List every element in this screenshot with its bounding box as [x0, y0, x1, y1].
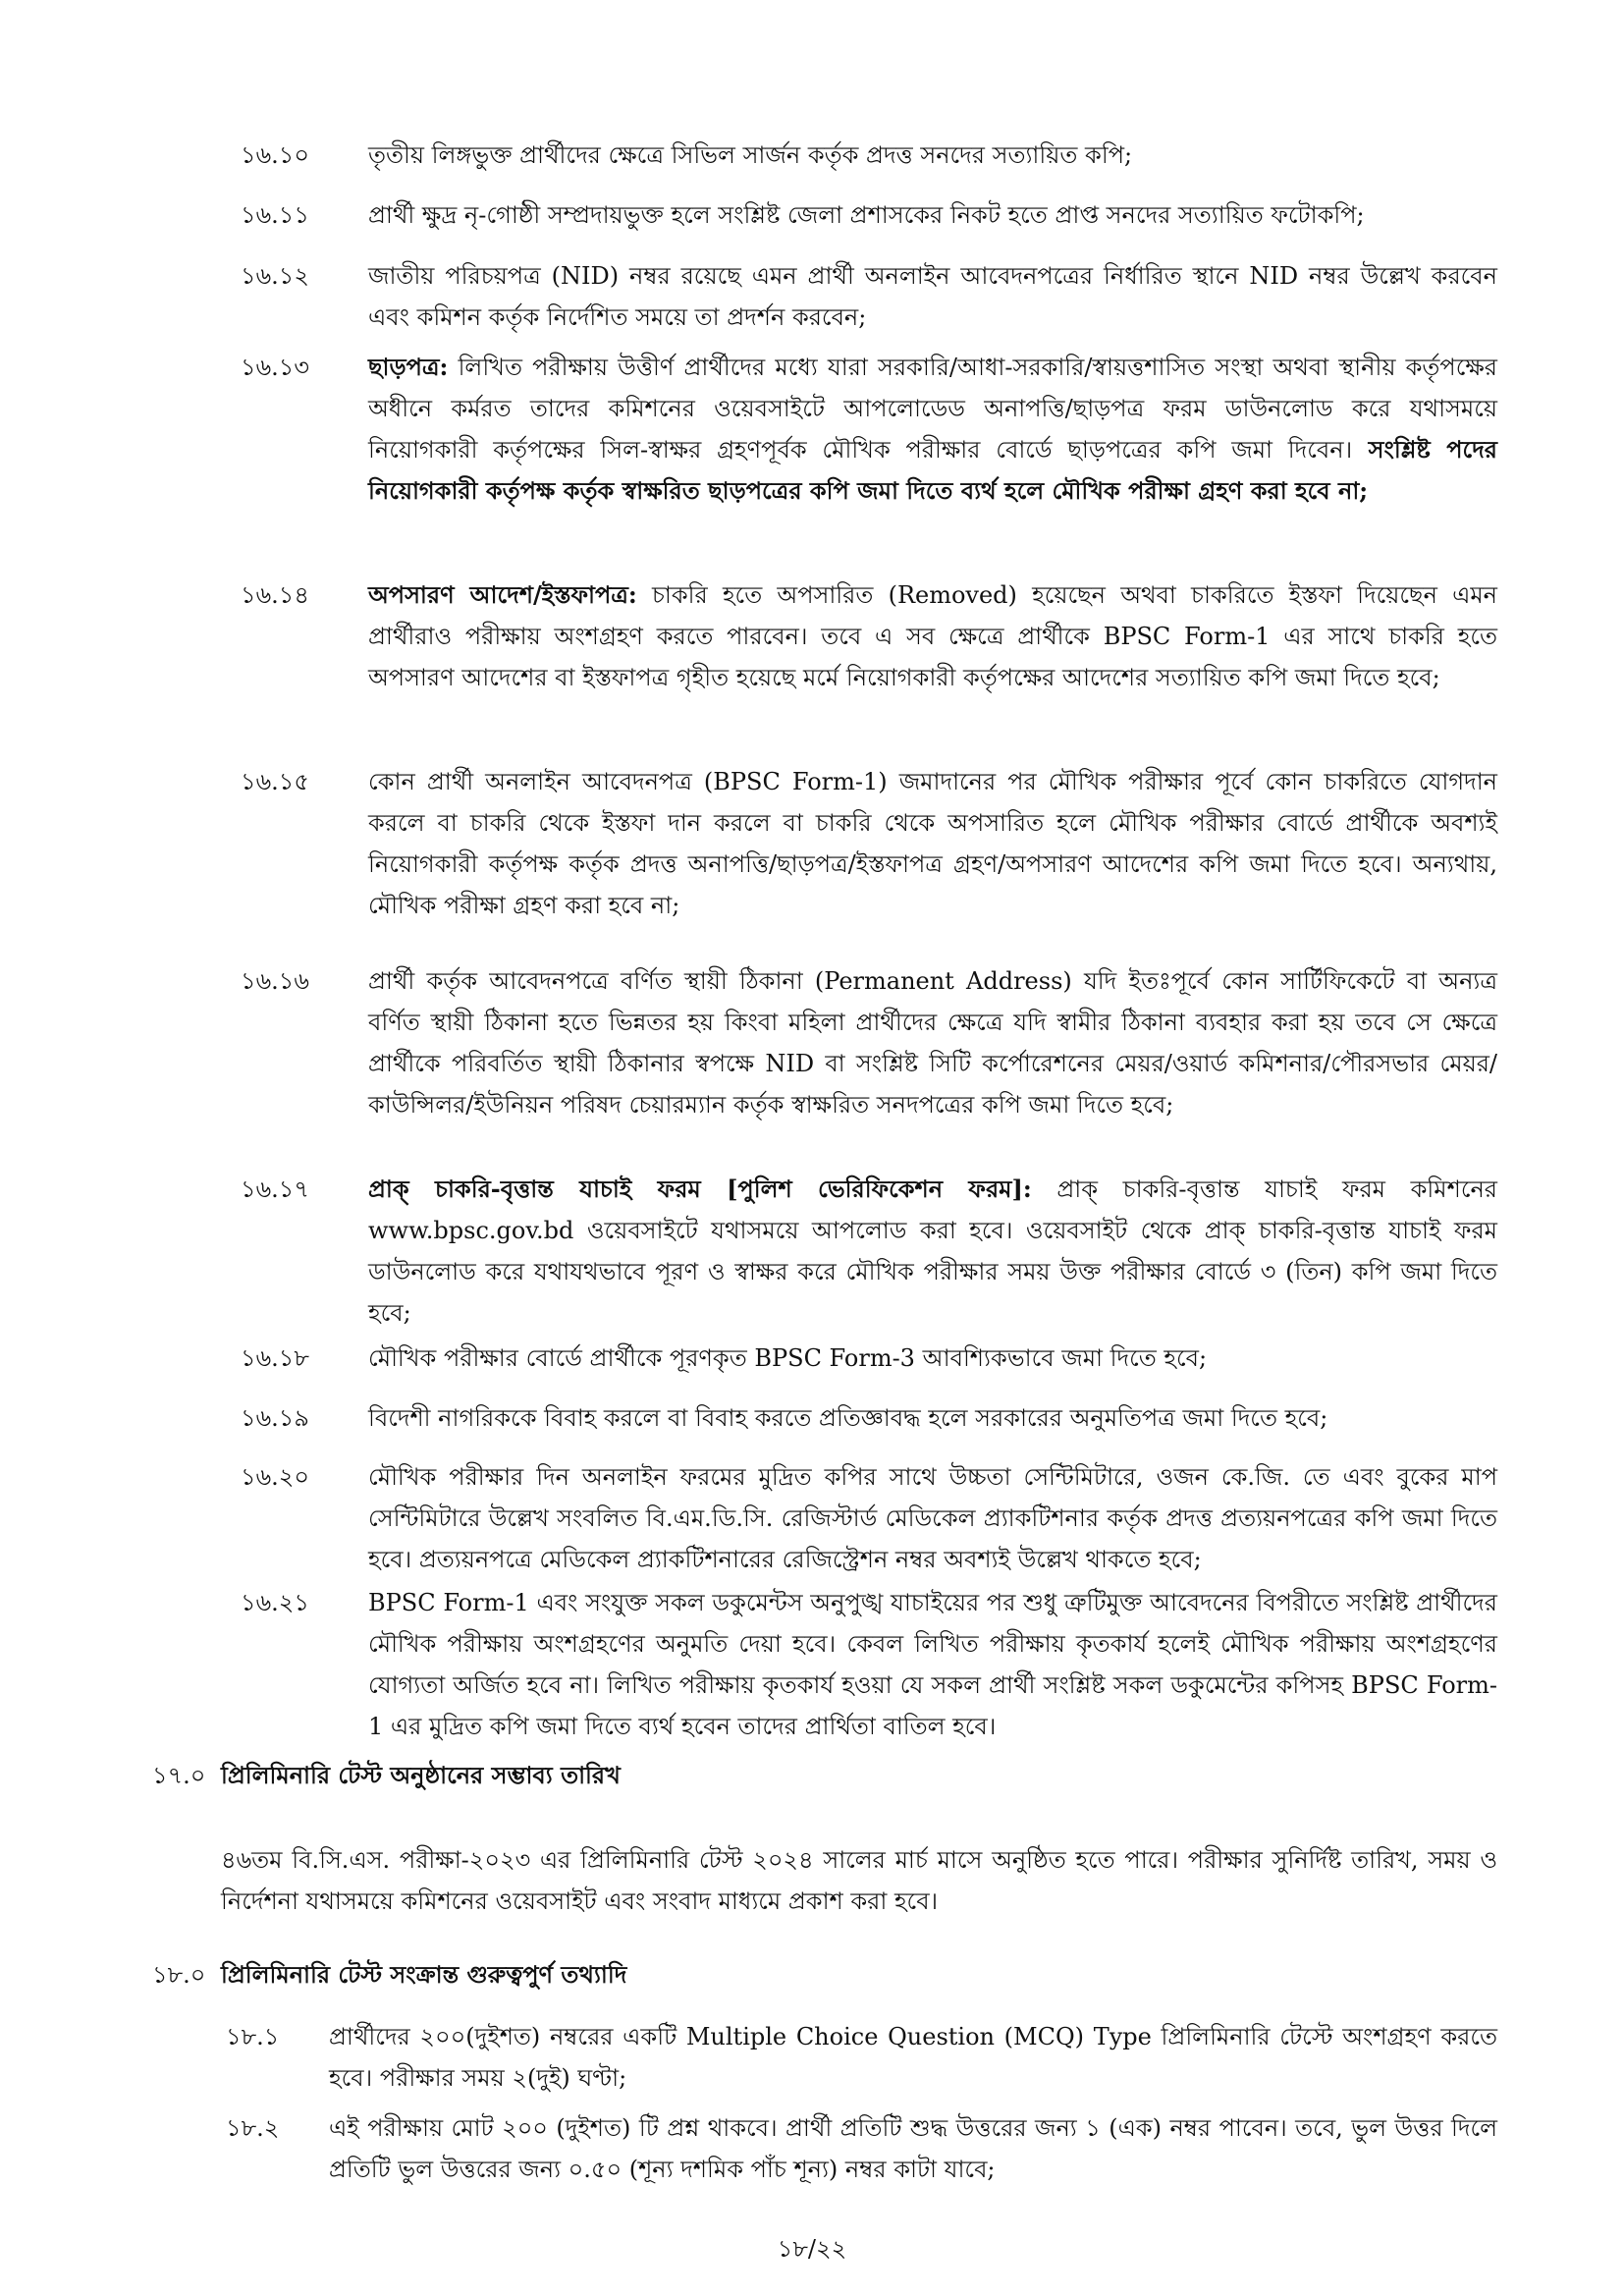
- item-text: [368, 1169, 1497, 1334]
- page-number: ১৮/২২: [777, 2235, 847, 2263]
- item-text: জাতীয় পরিচয়পত্র (NID) নম্বর রয়েছে এমন প্রার্থী অনলাইন আবেদনপত্রের নির্ধারিত স্থানে NID নম্বর উল্লেখ করবেন এবং কমিশন কর্তৃক নির্দেশিত সময়ে তা প্রদর্শন করবেন;: [368, 262, 1497, 331]
- item-number: ১৬.২০: [241, 1463, 310, 1491]
- list-item: [241, 1169, 1497, 1334]
- item-number: ১৬.১৫: [241, 768, 309, 795]
- item-text: মৌখিক পরীক্ষার বোর্ডে প্রার্থীকে পূরণকৃত BPSC Form-3 আবশ্যিকভাবে জমা দিতে হবে;: [368, 1344, 1208, 1372]
- list-item: [226, 2107, 1497, 2190]
- item-text: তৃতীয় লিঙ্গভুক্ত প্রার্থীদের ক্ষেত্রে সিভিল সার্জন কর্তৃক প্রদত্ত সনদের সত্যায়িত কপি;: [368, 141, 1133, 169]
- item-number: ১৬.১১: [241, 201, 309, 229]
- list-item: [241, 1338, 1497, 1379]
- list-item: [241, 194, 1497, 236]
- section-number: ১৭.০: [152, 1762, 206, 1789]
- section-heading: [152, 1755, 1497, 1796]
- list-item: [241, 347, 1497, 512]
- item-number: ১৬.১৭: [241, 1175, 309, 1203]
- item-text: মৌখিক পরীক্ষার দিন অনলাইন ফরমের মুদ্রিত কপির সাথে উচ্চতা সেন্টিমিটারে, ওজন কে.জি. তে এবং বুকের মাপ সেন্টিমিটারে উল্লেখ সংবলিত বি.এম.ডি.সি. রেজিস্টার্ড মেডিকেল প্র্যাকটিশনার কর্তৃক প্রদত্ত প্রত্যয়নপত্রের কপি জমা দিতে হবে। প্রত্যয়নপত্রে মেডিকেল প্র্যাকটিশনারের রেজিস্ট্রেশন নম্বর অবশ্যই উল্লেখ থাকতে হবে;: [368, 1463, 1497, 1573]
- section-number: ১৮.০: [152, 1961, 206, 1989]
- item-lead-bold: প্রাক্ চাকরি-বৃত্তান্ত যাচাই ফরম [পুলিশ ভেরিফিকেশন ফরম]:: [368, 1175, 1032, 1203]
- item-number: ১৬.১৬: [241, 967, 309, 995]
- item-number: ১৬.১০: [241, 141, 309, 169]
- item-number: ১৬.১৯: [241, 1404, 309, 1432]
- section-heading: [152, 1954, 1497, 1995]
- item-text: প্রার্থী কর্তৃক আবেদনপত্রে বর্ণিত স্থায়ী ঠিকানা (Permanent Address) যদি ইতঃপূর্বে কোন সার্টিফিকেটে বা অন্যত্র বর্ণিত স্থায়ী ঠিকানা হতে ভিন্নতর হয় কিংবা মহিলা প্রার্থীদের ক্ষেত্রে যদি স্বামীর ঠিকানা ব্যবহার করা হয় তবে সে ক্ষেত্রে প্রার্থীকে পরিবর্তিত স্থায়ী ঠিকানার স্বপক্ষে NID বা সংশ্লিষ্ট সিটি কর্পোরেশনের মেয়র/ওয়ার্ড কমিশনার/পৌরসভার মেয়র/কাউন্সিলর/ইউনিয়ন পরিষদ চেয়ারম্যান কর্তৃক স্বাক্ষরিত সনদপত্রের কপি জমা দিতে হবে;: [368, 967, 1497, 1119]
- item-number: ১৮.১: [226, 2023, 280, 2050]
- item-number: ১৬.১৮: [241, 1344, 309, 1372]
- item-text: [368, 347, 1497, 512]
- list-item: [241, 135, 1497, 176]
- item-number: ১৬.১৩: [241, 354, 309, 381]
- list-item: [241, 574, 1497, 698]
- list-item: [241, 1397, 1497, 1439]
- item-body: প্রাক্ চাকরি-বৃত্তান্ত যাচাই ফরম কমিশনের www.bpsc.gov.bd ওয়েবসাইটে যথাসময়ে আপলোড করা হবে। ওয়েবসাইট থেকে প্রাক্ চাকরি-বৃত্তান্ত যাচাই ফরম ডাউনলোড করে যথাযথভাবে পূরণ ও স্বাক্ষর করে মৌখিক পরীক্ষার সময় উক্ত পরীক্ষার বোর্ডে ৩ (তিন) কপি জমা দিতে হবে;: [368, 1175, 1497, 1327]
- list-item: [241, 1582, 1497, 1747]
- item-text: কোন প্রার্থী অনলাইন আবেদনপত্র (BPSC Form-1) জমাদানের পর মৌখিক পরীক্ষার পূর্বে কোন চাকরিতে যোগদান করলে বা চাকরি থেকে ইস্তফা দান করলে বা চাকরি থেকে অপসারিত হলে মৌখিক পরীক্ষার বোর্ডে প্রার্থীকে অবশ্যই নিয়োগকারী কর্তৃপক্ষ কর্তৃক প্রদত্ত অনাপত্তি/ছাড়পত্র/ইস্তফাপত্র গ্রহণ/অপসারণ আদেশের কপি জমা দিতে হবে। অন্যথায়, মৌখিক পরীক্ষা গ্রহণ করা হবে না;: [368, 768, 1497, 919]
- list-item: [241, 1456, 1497, 1580]
- item-tail-bold: সংশ্লিষ্ট পদের নিয়োগকারী কর্তৃপক্ষ কর্তৃক স্বাক্ষরিত ছাড়পত্রের কপি জমা দিতে ব্যর্থ হলে মৌখিক পরীক্ষা গ্রহণ করা হবে না;: [368, 435, 1498, 505]
- item-number: ১৬.১২: [241, 262, 309, 290]
- list-item: [241, 255, 1497, 338]
- section-title: প্রিলিমিনারি টেস্ট সংক্রান্ত গুরুত্বপুর্ণ তথ্যাদি: [221, 1960, 627, 1989]
- item-lead-bold: ছাড়পত্র:: [368, 353, 449, 381]
- item-text: এই পরীক্ষায় মোট ২০০ (দুইশত) টি প্রশ্ন থাকবে। প্রার্থী প্রতিটি শুদ্ধ উত্তরের জন্য ১ (এক) নম্বর পাবেন। তবে, ভুল উত্তর দিলে প্রতিটি ভুল উত্তরের জন্য ০.৫০ (শূন্য দশমিক পাঁচ শূন্য) নম্বর কাটা যাবে;: [329, 2114, 1497, 2183]
- item-number: ১৬.২১: [241, 1589, 309, 1616]
- item-body: লিখিত পরীক্ষায় উত্তীর্ণ প্রার্থীদের মধ্যে যারা সরকারি/আধা-সরকারি/স্বায়ত্তশাসিত সংস্থা অথবা স্থানীয় কর্তৃপক্ষের অধীনে কর্মরত তাদের কমিশনের ওয়েবসাইটে আপলোডেড অনাপত্তি/ছাড়পত্র ফরম ডাউনলোড করে যথাসময়ে নিয়োগকারী কর্তৃপক্ষের সিল-স্বাক্ষর গ্রহণপূর্বক মৌখিক পরীক্ষার বোর্ডে ছাড়পত্রের কপি জমা দিবেন।: [368, 354, 1497, 464]
- item-text: বিদেশী নাগরিককে বিবাহ করলে বা বিবাহ করতে প্রতিজ্ঞাবদ্ধ হলে সরকারের অনুমতিপত্র জমা দিতে হবে;: [368, 1404, 1328, 1432]
- section-paragraph: ৪৬তম বি.সি.এস. পরীক্ষা-২০২৩ এর প্রিলিমিনারি টেস্ট ২০২৪ সালের মার্চ মাসে অনুষ্ঠিত হতে পারে। পরীক্ষার সুনির্দিষ্ট তারিখ, সময় ও নির্দেশনা যথাসময়ে কমিশনের ওয়েবসাইট এবং সংবাদ মাধ্যমে প্রকাশ করা হবে।: [221, 1846, 1497, 1915]
- item-number: ১৬.১৪: [241, 581, 309, 609]
- item-text: BPSC Form-1 এবং সংযুক্ত সকল ডকুমেন্টস অনুপুঙ্খ যাচাইয়ের পর শুধু ত্রুটিমুক্ত আবেদনের বিপরীতে সংশ্লিষ্ট প্রার্থীদের মৌখিক পরীক্ষায় অংশগ্রহণের অনুমতি দেয়া হবে। কেবল লিখিত পরীক্ষায় কৃতকার্য হলেই মৌখিক পরীক্ষায় অংশগ্রহণের যোগ্যতা অর্জিত হবে না। লিখিত পরীক্ষায় কৃতকার্য হওয়া যে সকল প্রার্থী সংশ্লিষ্ট সকল ডকুমেন্টের কপিসহ BPSC Form-1 এর মুদ্রিত কপি জমা দিতে ব্যর্থ হবেন তাদের প্রার্থিতা বাতিল হবে।: [368, 1589, 1497, 1740]
- list-item: [241, 960, 1497, 1125]
- list-item: [241, 761, 1497, 926]
- item-text: প্রার্থী ক্ষুদ্র নৃ-গোষ্ঠী সম্প্রদায়ভুক্ত হলে সংশ্লিষ্ট জেলা প্রশাসকের নিকট হতে প্রাপ্ত সনদের সত্যায়িত ফটোকপি;: [368, 201, 1365, 229]
- item-body: চাকরি হতে অপসারিত (Removed) হয়েছেন অথবা চাকরিতে ইস্তফা দিয়েছেন এমন প্রার্থীরাও পরীক্ষায় অংশগ্রহণ করতে পারবেন। তবে এ সব ক্ষেত্রে প্রার্থীকে BPSC Form-1 এর সাথে চাকরি হতে অপসারণ আদেশের বা ইস্তফাপত্র গৃহীত হয়েছে মর্মে নিয়োগকারী কর্তৃপক্ষের আদেশের সত্যায়িত কপি জমা দিতে হবে;: [368, 581, 1497, 691]
- item-text: প্রার্থীদের ২০০(দুইশত) নম্বরের একটি Multiple Choice Question (MCQ) Type প্রিলিমিনারি টেস্টে অংশগ্রহণ করতে হবে। পরীক্ষার সময় ২(দুই) ঘণ্টা;: [329, 2023, 1497, 2092]
- item-text: [368, 574, 1497, 698]
- item-lead-bold: অপসারণ আদেশ/ইস্তফাপত্র:: [368, 580, 637, 609]
- item-number: ১৮.২: [226, 2114, 280, 2142]
- list-item: [226, 2016, 1497, 2099]
- section-title: প্রিলিমিনারি টেস্ট অনুষ্ঠানের সম্ভাব্য তারিখ: [221, 1761, 621, 1789]
